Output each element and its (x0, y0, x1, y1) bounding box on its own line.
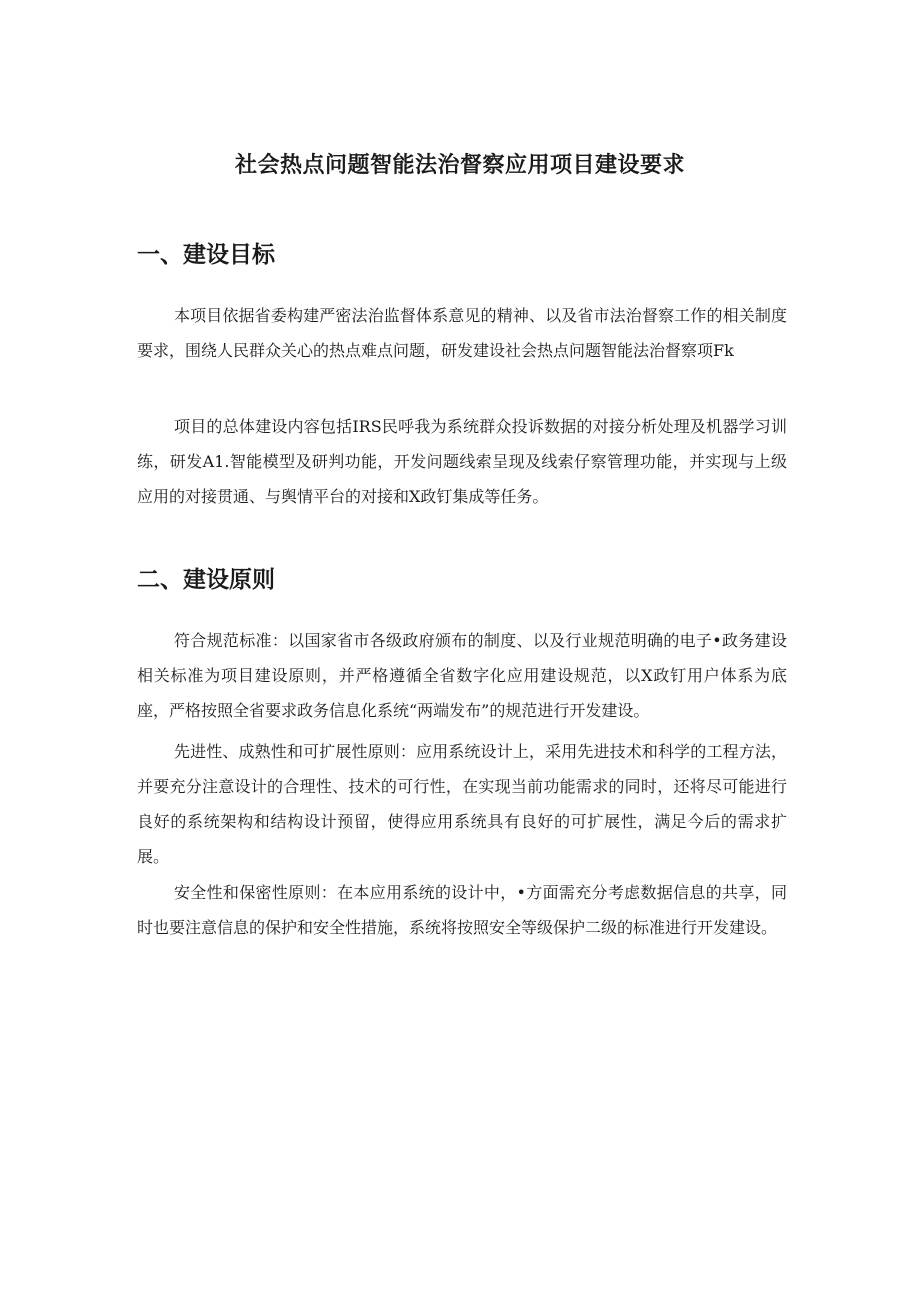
section-heading-principles: 二、建设原则 (137, 567, 275, 593)
paragraph: 先进性、成熟性和可扩展性原则：应用系统设计上，采用先进技术和科学的工程方法，并要充分注意设计的合理性、技术的可行性，在实现当前功能需求的同时，还将尽可能进行良好的系统架构和结构设计预留，使得应用系统具有良好的可扩展性，满足今后的需求扩展。 (137, 742, 787, 866)
document-title: 社会热点问题智能法治督察应用项目建设要求 (234, 153, 685, 178)
paragraph: 项目的总体建设内容包括IRS民呼我为系统群众投诉数据的对接分析处理及机器学习训练，研发A1.智能模型及研判功能，开发问题线索呈现及线索仔察管理功能，并实现与上级应用的对接贯通、与舆情平台的对接和X政钉集成等任务。 (137, 417, 787, 506)
section-heading-goals: 一、建设目标 (137, 242, 275, 268)
paragraph: 本项目依据省委构建严密法治监督体系意见的精神、以及省市法治督察工作的相关制度要求，围绕人民群众关心的热点难点问题，研发建设社会热点问题智能法治督察项Fk (137, 306, 787, 360)
paragraph: 符合规范标准：以国家省市各级政府颁布的制度、以及行业规范明确的电子•政务建设相关标准为项目建设原则，并严格遵循全省数字化应用建设规范，以X政钉用户体系为底座，严格按照全省要求政务信息化系统“两端发布”的规范进行开发建设。 (137, 631, 787, 720)
paragraph: 安全性和保密性原则：在本应用系统的设计中，•方面需充分考虑数据信息的共享，同时也要注意信息的保护和安全性措施，系统将按照安全等级保护二级的标准进行开发建设。 (137, 883, 787, 937)
